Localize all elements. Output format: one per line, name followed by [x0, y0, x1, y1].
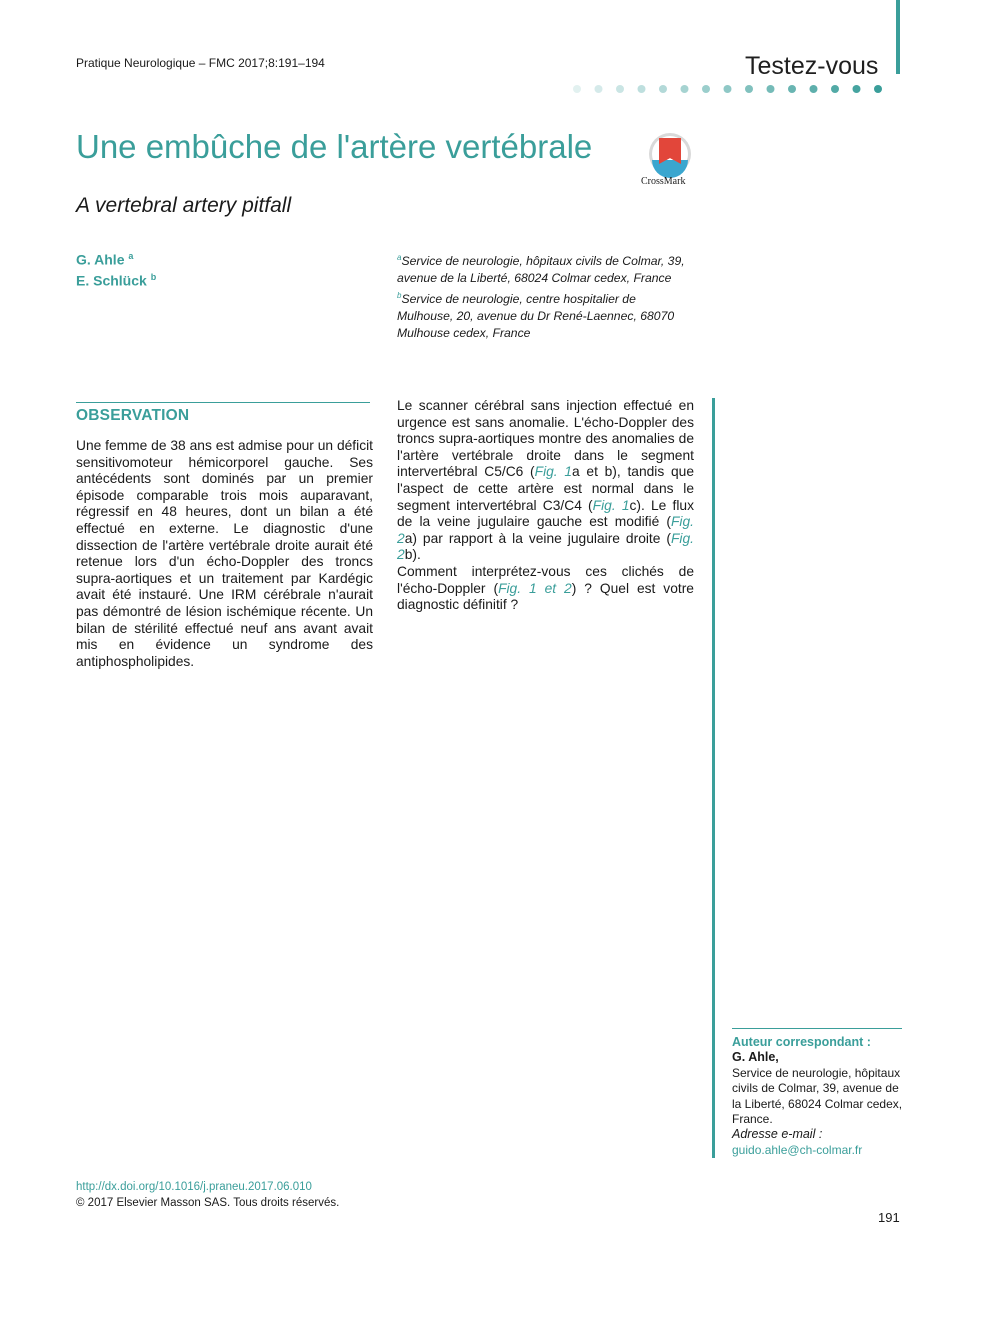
doi-link[interactable]: http://dx.doi.org/10.1016/j.praneu.2017.06.010	[76, 1181, 312, 1193]
figure-link[interactable]: Fig. 2	[397, 530, 694, 563]
decorative-dot	[681, 85, 689, 93]
decorative-dot	[595, 85, 603, 93]
correspondence-heading: Auteur correspondant :	[732, 1035, 871, 1049]
section-label: Testez-vous	[745, 52, 879, 80]
correspondence-name: G. Ahle,	[732, 1050, 779, 1065]
article-subtitle: A vertebral artery pitfall	[76, 194, 292, 217]
email-label: Adresse e-mail :	[732, 1127, 823, 1142]
figure-link[interactable]: Fig. 2	[397, 514, 694, 546]
correspondence-rule	[732, 1028, 902, 1029]
decorative-dot	[702, 85, 710, 93]
page-number: 191	[878, 1210, 900, 1225]
margin-accent-bar	[712, 398, 715, 1158]
section-rule	[76, 402, 370, 403]
figure-link[interactable]: Fig. 1 et 2	[498, 580, 572, 596]
decorative-dot	[573, 85, 581, 93]
decorative-dot	[638, 85, 646, 93]
decorative-dot	[767, 85, 775, 93]
decorative-dot	[745, 85, 753, 93]
body-paragraph: Le scanner cérébral sans injection effectué en urgence est sans anomalie. L'écho-Doppler des troncs supra-aortiques montre des anomalies de l'artère vertébrale droite dans le segment intervertébral C5/C6 (Fig. 1a et b), tandis que l'aspect de cette artère est normal dans le segment intervertébral C3/C4 (Fig. 1c). Le flux de la veine jugulaire gauche est modifié (Fig. 2a) par rapport à la veine jugulaire droite (Fig. 2b).	[397, 398, 695, 563]
decorative-dot	[810, 85, 818, 93]
correspondence-address: Service de neurologie, hôpitaux civils de Colmar, 39, avenue de la Liberté, 68024 Colmar cedex, France.	[732, 1065, 903, 1127]
figure-link[interactable]: Fig. 1	[534, 464, 573, 480]
author: G. Ahle $^a$	[76, 251, 134, 268]
corresponding-author-box	[732, 1035, 904, 1158]
body-column-right	[397, 398, 694, 614]
journal-reference: Pratique Neurologique – FMC 2017;8:191–194	[76, 56, 325, 70]
crossmark-label: CrossMark	[641, 176, 686, 187]
author: E. Schlück $^b$	[76, 271, 157, 289]
body-paragraph: Comment interprétez-vous ces clichés de l'écho-Doppler (Fig. 1 et 2) ? Quel est votre diagnostic définitif ?	[397, 563, 694, 613]
decorative-dot	[831, 85, 839, 93]
header-accent-bar	[896, 0, 900, 74]
decorative-dot	[659, 85, 667, 93]
affiliation: $^a$Service de neurologie, hôpitaux civils de Colmar, 39, avenue de la Liberté, 68024 Colmar cedex, France	[397, 253, 685, 286]
affiliations	[397, 249, 695, 342]
decorative-dot	[724, 85, 732, 93]
author-list	[76, 248, 156, 289]
copyright: © 2017 Elsevier Masson SAS. Tous droits réservés.	[76, 1197, 340, 1209]
figure-link[interactable]: Fig. 1	[592, 497, 630, 513]
decorative-dot	[616, 85, 624, 93]
email-link[interactable]: guido.ahle@ch-colmar.fr	[732, 1142, 863, 1157]
decorative-dot	[788, 85, 796, 93]
decorative-dot	[853, 85, 861, 93]
body-paragraph: Une femme de 38 ans est admise pour un déficit sensitivomoteur hémicorporel gauche. Ses antécédents sont dominés par un premier épisode comparable trois mois auparavant, régressif en 48 heures, dont un bilan a été effectué en externe. Le diagnostic d'une dissection de l'artère vertébrale droite aurait été retenue lors d'un écho-Doppler des troncs supra-aortiques et un traitement par Kardégic avait été instauré. Une IRM cérébrale n'aurait pas démontré de lésion ischémique récente. Un bilan de stérilité effectué neuf ans avant avait mis en évidence un syndrome des antiphospholipides.	[76, 438, 373, 669]
header-dot-row	[572, 84, 892, 94]
section-heading: OBSERVATION	[76, 407, 190, 424]
body-column-left	[76, 438, 373, 670]
affiliation: $^b$Service de neurologie, centre hospitalier de Mulhouse, 20, avenue du Dr René-Laennec, 68070 Mulhouse cedex, France	[397, 291, 675, 341]
article-title: Une embûche de l'artère vertébrale	[76, 128, 593, 165]
decorative-dot	[874, 85, 882, 93]
